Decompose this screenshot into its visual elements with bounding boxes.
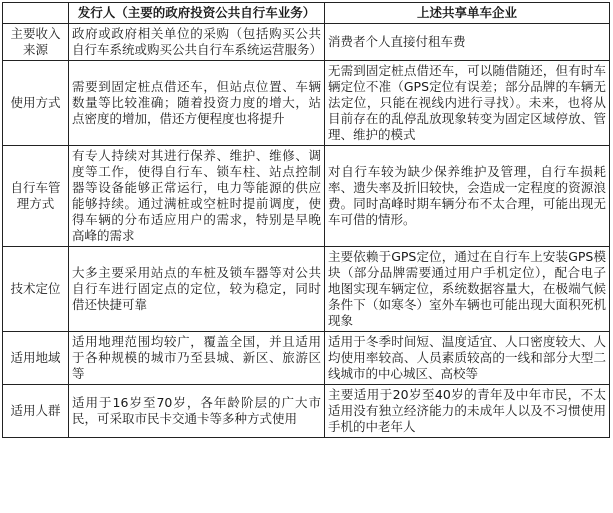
header-row [3, 3, 610, 24]
sharing-cell: 消费者个人直接付租车费 [325, 24, 610, 61]
sharing-cell: 对自行车较为缺少保养维护及管理，自行车损耗率、遗失率及折旧较快，会造成一定程度的资源浪费。同时高峰时期车辆分布不太合理，可能出现无车可借的情形。 [325, 146, 610, 247]
issuer-cell: 需要到固定桩点借还车，但站点位置、车辆数量等比较准确；随着投资力度的增大，站点密度的增加，借还方便程度也将提升 [69, 61, 325, 146]
issuer-cell: 大多主要采用站点的车桩及锁车器等对公共自行车进行固定点的定位，较为稳定，同时借还快捷可靠 [69, 247, 325, 332]
row-label: 使用方式 [3, 61, 69, 146]
comparison-table [2, 2, 610, 438]
issuer-cell: 适用于16岁至70岁，各年龄阶层的广大市民，可采取市民卡交通卡等多种方式使用 [69, 385, 325, 438]
issuer-cell: 政府或政府相关单位的采购（包括购买公共自行车系统或购买公共自行车系统运营服务） [69, 24, 325, 61]
table-row [3, 61, 610, 146]
row-label: 适用人群 [3, 385, 69, 438]
sharing-cell: 主要适用于20岁至40岁的青年及中年市民，不太适用没有独立经济能力的未成年人以及不习惯使用手机的中老年人 [325, 385, 610, 438]
header-issuer: 发行人（主要的政府投资公共自行车业务） [69, 3, 325, 24]
sharing-cell: 主要依赖于GPS定位，通过在自行车上安装GPS模块（部分品牌需要通过用户手机定位），配合电子地图实现车辆定位，系统数据容量大，在极端气候条件下（如寒冬）室外车辆也可能出现大面积死机现象 [325, 247, 610, 332]
issuer-cell: 适用地理范围均较广，覆盖全国，并且适用于各种规模的城市乃至县城、新区、旅游区等 [69, 332, 325, 385]
row-label: 自行车管理方式 [3, 146, 69, 247]
table-row [3, 385, 610, 438]
sharing-cell: 无需到固定桩点借还车，可以随借随还，但有时车辆定位不准（GPS定位有误差；部分品牌的车辆无法定位，只能在视线内进行寻找）。未来，也将从目前存在的乱停乱放现象转变为固定区域停放、管理、维护的模式 [325, 61, 610, 146]
table-row [3, 146, 610, 247]
table-row [3, 24, 610, 61]
row-label: 适用地域 [3, 332, 69, 385]
table-row [3, 332, 610, 385]
sharing-cell: 适用于冬季时间短、温度适宜、人口密度较大、人均使用率较高、人员素质较高的一线和部分大型二线城市的中心城区、高校等 [325, 332, 610, 385]
header-sharing: 上述共享单车企业 [325, 3, 610, 24]
row-label: 主要收入来源 [3, 24, 69, 61]
header-empty-cell [3, 3, 69, 24]
issuer-cell: 有专人持续对其进行保养、维护、维修、调度等工作，使得自行车、锁车柱、站点控制器等设备能够正常运行，电力等能源的供应能够持续。通过满桩或空桩时提前调度，使得车辆的分布适应用户的需求，特别是早晚高峰的需求 [69, 146, 325, 247]
row-label: 技术定位 [3, 247, 69, 332]
table-row [3, 247, 610, 332]
